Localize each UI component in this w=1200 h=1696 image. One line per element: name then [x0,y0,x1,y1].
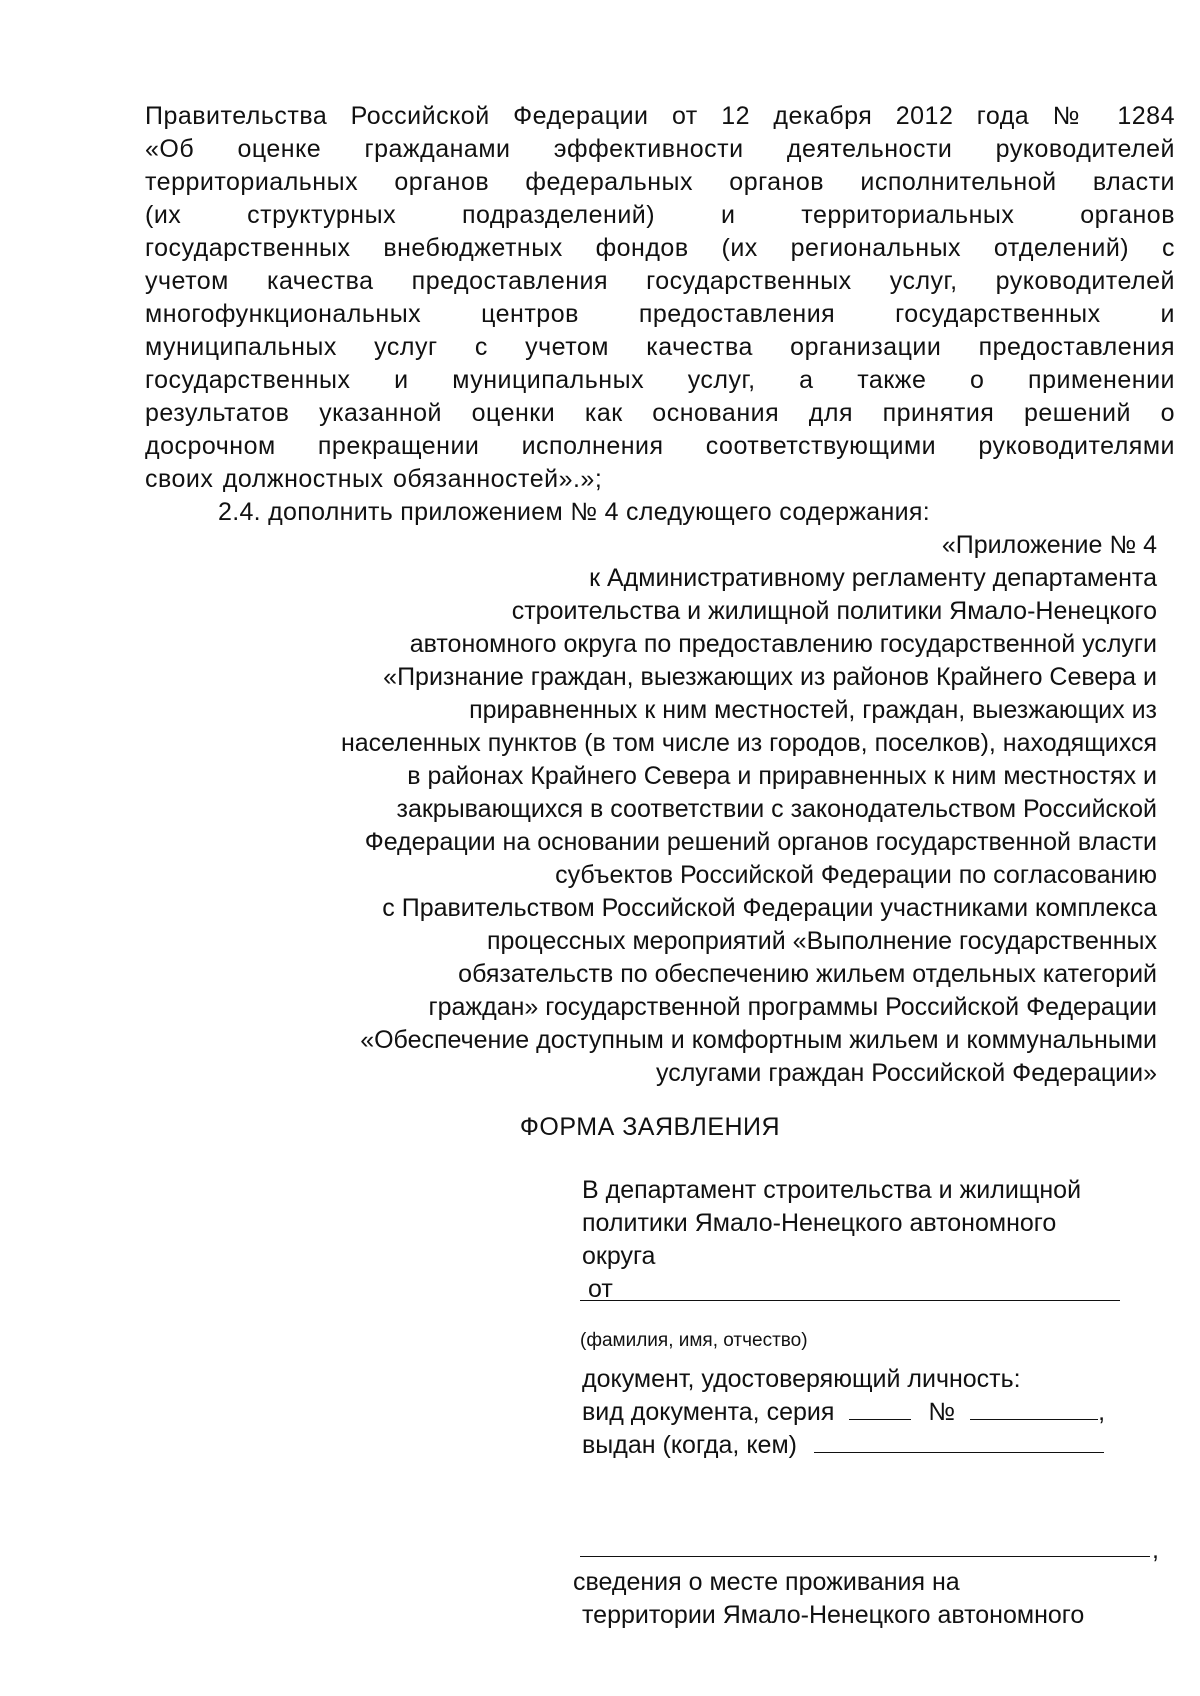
paragraph-line: «Об оценке гражданами эффективности деятельности руководителей [145,135,1175,163]
addressee-line: В департамент строительства и жилищной [582,1176,1082,1204]
appendix-line: Федерации на основании решений органов государственной власти [364,828,1157,856]
applicant-name-field[interactable] [580,1300,1120,1301]
paragraph-line: Правительства Российской Федерации от 12 декабря 2012 года № 1284 [145,102,1175,130]
appendix-line: субъектов Российской Федерации по согласованию [555,861,1157,889]
residence-block [573,1566,1084,1632]
number-label: № [928,1398,956,1426]
appendix-line: «Приложение № 4 [941,531,1157,559]
appendix-line: к Административному регламенту департамента [589,564,1157,592]
appendix-line: в районах Крайнего Севера и приравненных к ним местностях и [407,762,1157,790]
identity-document-block [582,1363,1105,1462]
appendix-line: «Обеспечение доступным и комфортным жильем и коммунальными [360,1026,1157,1054]
id-heading: документ, удостоверяющий личность: [582,1365,1021,1393]
appendix-line: процессных мероприятий «Выполнение государственных [486,927,1157,955]
appendix-line: населенных пунктов (в том числе из городов, поселков), находящихся [340,729,1157,757]
type-series-label: вид документа, серия [582,1398,835,1426]
appendix-line: закрывающихся в соответствии с законодательством Российской [396,795,1157,823]
appendix-line: обязательств по обеспечению жильем отдельных категорий [458,960,1157,988]
amendment-item: 2.4. дополнить приложением № 4 следующего содержания: [218,498,930,526]
trailing-comma: , [1098,1398,1106,1426]
paragraph-line: муниципальных услуг с учетом качества организации предоставления [145,333,1175,361]
addressee-line: политики Ямало-Ненецкого автономного [582,1209,1057,1237]
appendix-line: автономного округа по предоставлению государственной услуги [409,630,1157,658]
paragraph-line: государственных внебюджетных фондов (их региональных отделений) с [145,234,1175,262]
issued-row [582,1429,1105,1462]
paragraph-line: досрочном прекращении исполнения соответствующими руководителями [145,432,1175,460]
appendix-line: приравненных к ним местностей, граждан, выезжающих из [469,696,1157,724]
continuation-comma: , [1152,1536,1159,1564]
issued-continuation-field[interactable] [580,1556,1150,1557]
paragraph-line: своих должностных обязанностей».»; [145,465,603,493]
appendix-line: с Правительством Российской Федерации участниками комплекса [382,894,1157,922]
document-number-field[interactable] [970,1397,1098,1420]
id-type-series-row [582,1396,1105,1429]
name-caption: (фамилия, имя, отчество) [580,1330,808,1351]
paragraph-line: (их структурных подразделений) и территориальных органов [145,201,1175,229]
appendix-line: услугами граждан Российской Федерации» [655,1059,1157,1087]
residence-line: территории Ямало-Ненецкого автономного [582,1601,1085,1629]
paragraph-line: территориальных органов федеральных органов исполнительной власти [145,168,1175,196]
addressee-line: округа [582,1242,656,1270]
paragraph-line: учетом качества предоставления государственных услуг, руководителей [145,267,1175,295]
residence-line: сведения о месте проживания на [573,1568,960,1596]
paragraph-line: государственных и муниципальных услуг, а также о применении [145,366,1175,394]
paragraph-line: результатов указанной оценки как основания для принятия решений о [145,399,1175,427]
appendix-line: строительства и жилищной политики Ямало-Ненецкого [511,597,1157,625]
from-label: от [588,1275,613,1303]
document-series-field[interactable] [849,1397,911,1420]
addressee-block [582,1174,1081,1306]
issued-by-field[interactable] [814,1430,1104,1453]
form-title: ФОРМА ЗАЯВЛЕНИЯ [519,1113,781,1141]
body-paragraph [145,100,1175,496]
issued-label: выдан (когда, кем) [582,1431,797,1459]
appendix-line: граждан» государственной программы Российской Федерации [428,993,1157,1021]
paragraph-line: многофункциональных центров предоставления государственных и [145,300,1175,328]
appendix-line: «Признание граждан, выезжающих из районов Крайнего Севера и [383,663,1157,691]
appendix-header [157,529,1157,1090]
